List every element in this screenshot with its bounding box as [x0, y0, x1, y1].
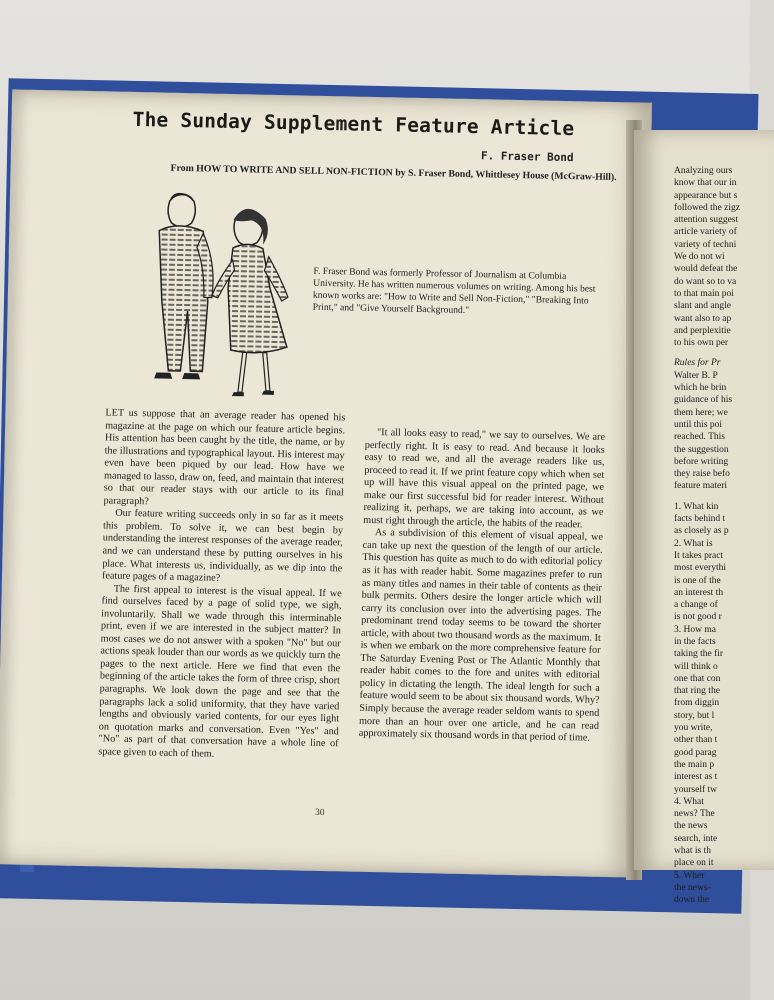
- right-page-line: the suggestion: [674, 444, 729, 455]
- right-page-line: is one of the: [674, 575, 721, 586]
- right-page-line: 3. How ma: [674, 624, 716, 635]
- right-page-line: they raise befo: [674, 469, 730, 480]
- text-column-right: [359, 427, 606, 746]
- article-source: From HOW TO WRITE AND SELL NON-FICTION by S. Fraser Bond, Whittlesey House (McGraw-Hill).: [170, 162, 617, 184]
- woman-figure: [210, 208, 290, 397]
- right-page-line: do want so to va: [674, 276, 737, 287]
- page-number: 30: [314, 807, 325, 819]
- illustration-couple: [126, 182, 301, 406]
- right-page-line: a change of: [674, 600, 718, 611]
- right-page-line: good parag: [674, 747, 717, 758]
- right-page-line: feature materi: [674, 481, 728, 492]
- right-page-line: guidance of his: [674, 395, 733, 406]
- right-page-line: Rules for Pr: [674, 358, 721, 369]
- right-page-line: until this poi: [674, 419, 723, 430]
- right-page-line: yourself tw: [674, 784, 718, 795]
- right-page-line: other than t: [674, 735, 718, 746]
- right-page-line: facts behind t: [674, 514, 726, 525]
- right-page-line: Analyzing ours: [674, 166, 733, 176]
- right-page-line: article variety of: [674, 227, 737, 238]
- paragraph: "It all looks easy to read," we say to ourselves. We are perfectly right. It is easy to read. And because it looks easy to read we, and all the average readers like us, proceed to read it. If we print feature copy which when set up will have this visual appeal on the printed page, we make our first successful bid for reader interest. Without realizing it, perhaps, we are taking into account, as we must right through the article, the habits of the reader.: [363, 427, 606, 531]
- right-page-line: place on it: [674, 858, 714, 869]
- text-column-left: [98, 407, 345, 763]
- right-page-line: story, but l: [674, 710, 715, 721]
- right-page-line: We do not wi: [674, 252, 725, 263]
- paragraph: As a subdivision of this element of visual appeal, we can take up next the question of the length of our article. This question has quite as much to do with editorial policy as it has with reader habit. Some magazines prefer to run as many titles and names in their table of contents as their bulk permits. Others desire the longer article which will carry its conclusion over into the advertising pages. The predominant trend today seems to be toward the shorter article, with about two thousand words as the maximum. It is when we embark on the more comprehensive feature for The Saturday Evening Post or The Atlantic Monthly that reader habit comes to the fore and unites with editorial policy in dictating the length. The ideal length for such a feature would seem to be about six thousand words. Why? Simply because the average reader seldom wants to spend more than an hour over one article, and he can read approximately six thousand words in that period of time.: [358, 527, 604, 744]
- right-page-line: variety of techni: [674, 239, 737, 250]
- right-page-line: interest as t: [674, 772, 718, 783]
- right-page-line: search, inte: [674, 833, 718, 844]
- right-page-line: what is th: [674, 846, 711, 857]
- right-page-line: you write,: [674, 723, 713, 734]
- right-page-line: is not good r: [674, 612, 722, 623]
- right-page-line: in the facts: [674, 636, 716, 647]
- right-page-line: and perplexitie: [674, 325, 731, 336]
- right-page-line: 1. What kin: [674, 501, 719, 512]
- right-page-line: an interest th: [674, 587, 724, 598]
- paragraph: The first appeal to interest is the visual appeal. If we find ourselves faced by a page of solid type, we sigh, involuntarily. Shall we wade through this interminable print, even if we are interested in the subject matter? In most cases we do not answer with a spoken "No" but our actions speak louder than our words as we quickly turn the pages to the next article. Here we find that even the beginning of the article takes the form of three crisp, short paragraphs. We look down the page and see that the paragraphs lack a solid uniformity, that they have varied lengths and obviously varied contents, for our eyes light on quotation marks and conversation. Even "Yes" and "No" as part of that conversation have a whole line of space given to each of them.: [98, 583, 342, 760]
- right-page-line: [674, 493, 774, 501]
- right-page-line: want also to ap: [674, 313, 732, 324]
- right-page-line: slant and angle: [674, 301, 731, 312]
- right-page-line: followed the zigz: [674, 202, 740, 213]
- right-page-line: It takes pract: [674, 550, 724, 561]
- right-page-line: the main p: [674, 759, 715, 770]
- right-page-line: to that main poi: [674, 288, 734, 299]
- article-author: F. Fraser Bond: [480, 149, 574, 165]
- right-page-line: know that our in: [674, 178, 737, 189]
- man-figure: [154, 192, 215, 379]
- paragraph: Our feature writing succeeds only in so far as it meets this problem. To solve it, we can best begin by understanding the interest responses of the average reader, and we can understand these by putting ourselves in his place. What interests us, individually, as we dip into the feature pages of a magazine?: [101, 508, 344, 584]
- right-page-line: reached. This: [674, 432, 725, 443]
- right-page-line: the news: [674, 821, 708, 832]
- right-page-line: would defeat the: [674, 264, 738, 275]
- right-page-line: as closely as p: [674, 526, 729, 537]
- right-page-line: appearance but s: [674, 190, 738, 201]
- right-page-line: most everythi: [674, 563, 726, 574]
- right-page-line: Walter B. P: [674, 370, 718, 381]
- right-page-line: 5. Wher: [674, 870, 705, 881]
- right-page-line: attention suggest: [674, 215, 739, 226]
- right-page-line: before writing: [674, 456, 729, 467]
- right-page-text: [674, 165, 774, 907]
- right-page-line: 2. What is: [674, 538, 713, 549]
- article-title: The Sunday Supplement Feature Article: [132, 107, 575, 141]
- right-page-line: down the: [674, 895, 710, 906]
- right-page-line: news? The: [674, 809, 715, 820]
- right-page-line: from diggin: [674, 698, 720, 709]
- right-page-line: to his own per: [674, 338, 729, 349]
- right-page-line: will think o: [674, 661, 718, 672]
- right-page-line: that ring the: [674, 686, 720, 697]
- right-page-line: the news-: [674, 882, 711, 893]
- right-page-line: [674, 349, 774, 357]
- left-page: [0, 89, 652, 877]
- right-page-line: which he brin: [674, 383, 727, 394]
- right-page-line: them here; we: [674, 407, 728, 418]
- right-page: [634, 130, 774, 906]
- right-page-line: taking the fir: [674, 649, 724, 660]
- author-bio: F. Fraser Bond was formerly Professor of Journalism at Columbia University. He has written numerous volumes on writing. Among his best known works are: "How to Write and Sell Non-Fiction," "Breaking Into Print," and "Give Yourself Background.": [312, 265, 596, 316]
- right-page-line: one that con: [674, 673, 721, 684]
- right-page-line: 4. What: [674, 796, 704, 807]
- paragraph: LET us suppose that an average reader has opened his magazine at the page on which our feature article begins. His attention has been caught by the title, the name, or by the illustrations and typographical layout. His interest may even have been piqued by our lead. How have we managed to lasso, draw on, feed, and maintain that interest so that our reader stays with our article to its final paragraph?: [103, 407, 346, 508]
